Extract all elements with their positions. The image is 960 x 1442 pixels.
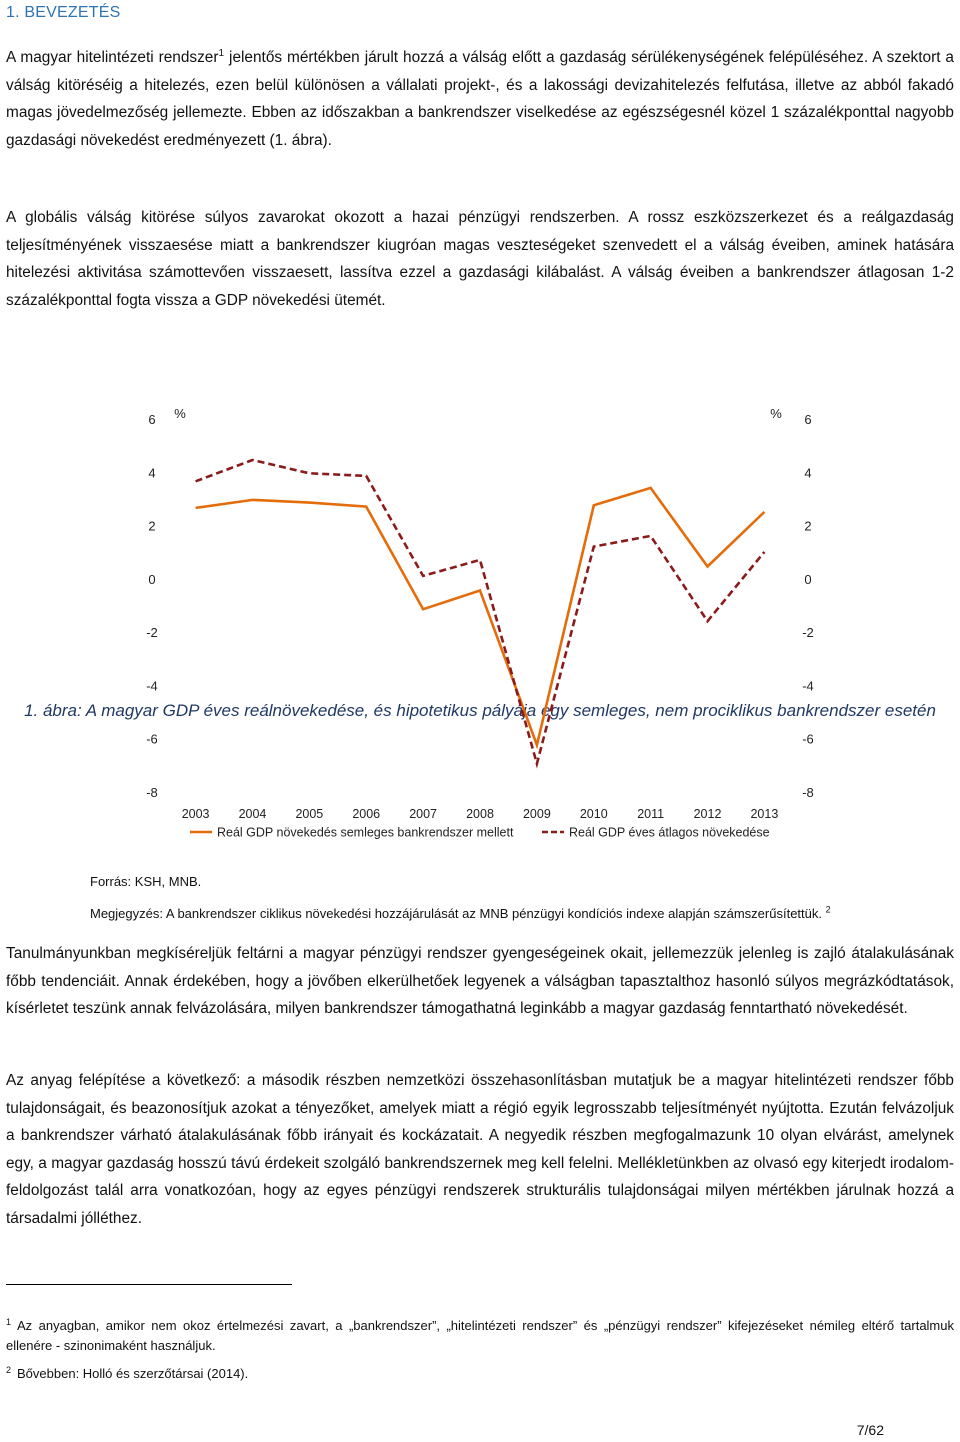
y-tick-right-6: 4	[804, 465, 812, 481]
figure-source: Forrás: KSH, MNB.	[90, 874, 202, 889]
y-tick-left-7: 6	[148, 412, 156, 427]
paragraph-intro-rest: jelentős mértékben járult hozzá a válság előtt a gazdaság sérülékenységének felépüléséhez. A szektort a válság kitöréséig a hitelezés, ezen belül különösen a vállalati projekt-, és a lakossági devizahitelezés felfutása, illetve az abból fakadó magas jövedelmezőség jellemezte. Ebben az időszakban a bankrendszer viselkedése az egészségesnél közel 1 százalékponttal nagyobb gazdasági növekedést eredményezett (1. ábra).	[6, 49, 954, 149]
x-tick-10: 2013	[750, 807, 779, 821]
series-line-0	[196, 488, 765, 745]
footnote-1-text: Az anyagban, amikor nem okoz értelmezési zavart, a „bankrendszer”, „hitelintézeti rendszer” és „pénzügyi rendszer” kifejezéseket némileg eltérő tartalmuk ellenére - szinonimaként használjuk.	[6, 1318, 954, 1353]
x-tick-0: 2003	[181, 807, 210, 821]
y-tick-right-5: 2	[804, 518, 812, 534]
legend-label-1: Reál GDP éves átlagos növekedése	[569, 825, 770, 840]
section-heading: 1. BEVEZETÉS	[6, 4, 121, 21]
x-tick-2: 2005	[295, 807, 324, 821]
y-tick-right-1: -6	[802, 731, 814, 747]
y-tick-right-3: -2	[802, 625, 814, 641]
y-tick-left-3: -2	[146, 625, 158, 641]
x-tick-4: 2007	[409, 807, 438, 821]
series-line-1	[196, 460, 765, 764]
y-tick-right-2: -4	[802, 678, 814, 694]
y-tick-left-6: 4	[148, 465, 156, 481]
y-unit-left: %	[174, 406, 186, 421]
y-tick-left-1: -6	[146, 731, 158, 747]
x-tick-3: 2006	[352, 807, 381, 821]
figure-note-text: Megjegyzés: A bankrendszer ciklikus növekedési hozzájárulását az MNB pénzügyi kondíciós indexe alapján számszerűsítettük.	[90, 906, 822, 921]
figure-caption: 1. ábra: A magyar GDP éves reálnövekedése, és hipotetikus pályája egy semleges, nem prociklikus bankrendszer esetén	[24, 701, 936, 720]
paragraph-crisis: A globális válság kitörése súlyos zavarokat okozott a hazai pénzügyi rendszerben. A rossz eszközszerkezet és a reálgazdaság teljesítményének visszaesése miatt a bankrendszer kiugróan magas veszteségeket szenvedett el a válság éveiben, aminek hatására hitelezési aktivitása számottevően visszaesett, lassítva ezzel a gazdasági kilábalást. A válság éveiben a bankrendszer átlagosan 1-2 százalékponttal fogta vissza a GDP növekedési ütemét.	[6, 209, 954, 309]
footnote-2	[6, 1364, 954, 1384]
x-tick-6: 2009	[522, 807, 551, 821]
line-chart	[0, 400, 960, 850]
y-tick-right-4: 0	[804, 571, 812, 587]
legend-label-0: Reál GDP növekedés semleges bankrendszer mellett	[217, 825, 514, 840]
paragraph-intro-start: A magyar hitelintézeti rendszer	[6, 49, 219, 66]
y-tick-left-2: -4	[146, 678, 158, 694]
y-unit-right: %	[770, 406, 782, 421]
y-tick-left-5: 2	[148, 518, 156, 534]
footnote-ref-2[interactable]: 2	[825, 904, 831, 915]
footnote-1	[6, 1316, 954, 1356]
paragraph-structure: Az anyag felépítése a következő: a második részben nemzetközi összehasonlításban mutatjuk be a magyar hitelintézeti rendszer főbb tulajdonságait, és beazonosítjuk azokat a tényezőket, amelyek miatt a régió egyik legrosszabb teljesítményét nyújtotta. Ezután felvázoljuk a bankrendszer várható átalakulásának főbb irányait és kockázatait. A negyedik részben megfogalmazunk 10 olyan elvárást, amelynek egy, a magyar gazdaság hosszú távú érdekeit szolgáló bankrendszernek meg kell felelni. Mellékletünkben az olvasó egy kiterjedt irodalom-feldolgozást talál arra vonatkozóan, hogy az egyes pénzügyi rendszerek strukturális tulajdonságai milyen mértékben járulnak hozzá a társadalmi jólléthez.	[6, 1072, 954, 1227]
y-tick-right-0: -8	[802, 785, 814, 800]
footnote-1-number: 1	[6, 1316, 12, 1327]
figure-note	[90, 906, 831, 921]
y-tick-left-4: 0	[148, 571, 156, 587]
figure-chart	[0, 400, 960, 850]
x-tick-7: 2010	[579, 807, 608, 821]
page-number: 7/62	[856, 1422, 884, 1438]
paragraph-aims: Tanulmányunkban megkíséreljük feltárni a magyar pénzügyi rendszer gyengeségeinek okait, jellemezzük jelenleg is zajló átalakulásának főbb tendenciáit. Annak érdekében, hogy a jövőben elkerülhetőek legyenek a válságban tapasztalthoz hasonló súlyos megrázkódtatások, kísérletet teszünk annak felvázolására, milyen bankrendszer támogathatná leginkább a magyar gazdaság fenntartható növekedését.	[6, 945, 954, 1017]
paragraph-intro	[6, 44, 954, 154]
x-tick-8: 2011	[637, 807, 665, 821]
x-tick-1: 2004	[238, 807, 267, 821]
y-tick-left-0: -8	[146, 785, 158, 800]
footnote-2-text: Bővebben: Holló és szerzőtársai (2014).	[17, 1366, 249, 1381]
x-tick-5: 2008	[466, 807, 494, 821]
x-tick-9: 2012	[693, 807, 722, 821]
footnote-2-number: 2	[6, 1364, 12, 1375]
footnote-ref-1[interactable]: 1	[218, 47, 225, 59]
footnote-divider	[6, 1284, 292, 1285]
y-tick-right-7: 6	[804, 412, 812, 427]
